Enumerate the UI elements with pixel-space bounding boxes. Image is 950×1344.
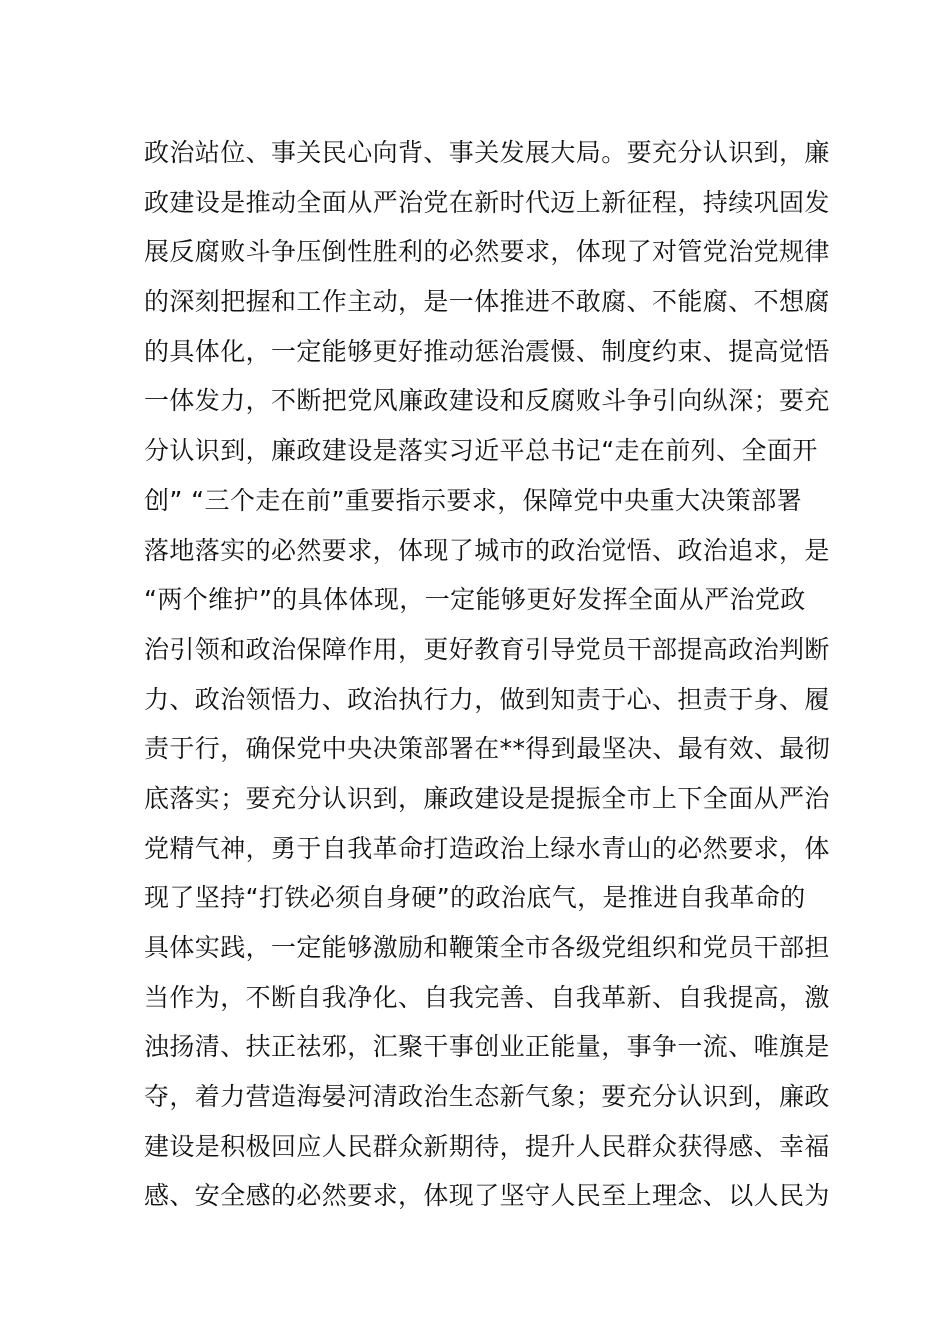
text-line: 的具体化，一定能够更好推动惩治震慑、制度约束、提高觉悟 bbox=[144, 336, 830, 366]
text-line: 具体实践，一定能够激励和鞭策全市各级党组织和党员干部担 bbox=[144, 933, 830, 962]
text-line: 夺，着力营造海晏河清政治生态新气象；要充分认识到，廉政 bbox=[144, 1082, 830, 1112]
text-line: 创” “三个走在前”重要指示要求，保障党中央重大决策部署 bbox=[144, 485, 803, 515]
text-line: 政治站位、事关民心向背、事关发展大局。要充分认识到，廉 bbox=[144, 138, 830, 167]
text-line: 现了坚持“打铁必须自身硬”的政治底气，是推进自我革命的 bbox=[144, 883, 806, 913]
text-line: 一体发力，不断把党风廉政建设和反腐败斗争引向纵深；要充 bbox=[144, 386, 830, 416]
text-line: 责于行，确保党中央决策部署在**得到最坚决、最有效、最彻 bbox=[144, 734, 831, 764]
text-line: 底落实；要充分认识到，廉政建设是提振全市上下全面从严治 bbox=[144, 783, 830, 813]
text-line: 政建设是推动全面从严治党在新时代迈上新征程，持续巩固发 bbox=[144, 187, 830, 217]
text-line: “两个维护”的具体体现，一定能够更好发挥全面从严治党政 bbox=[144, 585, 806, 615]
text-line: 当作为，不断自我净化、自我完善、自我革新、自我提高，激 bbox=[144, 982, 830, 1012]
text-line: 党精气神，勇于自我革命打造政治上绿水青山的必然要求，体 bbox=[144, 833, 830, 863]
text-line: 感、安全感的必然要求，体现了坚守人民至上理念、以人民为 bbox=[144, 1181, 830, 1211]
text-line: 的深刻把握和工作主动，是一体推进不敢腐、不能腐、不想腐 bbox=[144, 287, 830, 317]
text-line: 治引领和政治保障作用，更好教育引导党员干部提高政治判断 bbox=[144, 634, 830, 664]
text-line: 分认识到，廉政建设是落实习近平总书记“走在前列、全面开 bbox=[144, 436, 818, 466]
text-line: 展反腐败斗争压倒性胜利的必然要求，体现了对管党治党规律 bbox=[144, 237, 830, 267]
text-line: 落地落实的必然要求，体现了城市的政治觉悟、政治追求，是 bbox=[144, 535, 830, 565]
body-text bbox=[144, 128, 831, 1221]
text-line: 建设是积极回应人民群众新期待，提升人民群众获得感、幸福 bbox=[144, 1131, 830, 1161]
text-line: 力、政治领悟力、政治执行力，做到知责于心、担责于身、履 bbox=[144, 684, 830, 714]
text-line: 浊扬清、扶正祛邪，汇聚干事创业正能量，事争一流、唯旗是 bbox=[144, 1032, 830, 1062]
